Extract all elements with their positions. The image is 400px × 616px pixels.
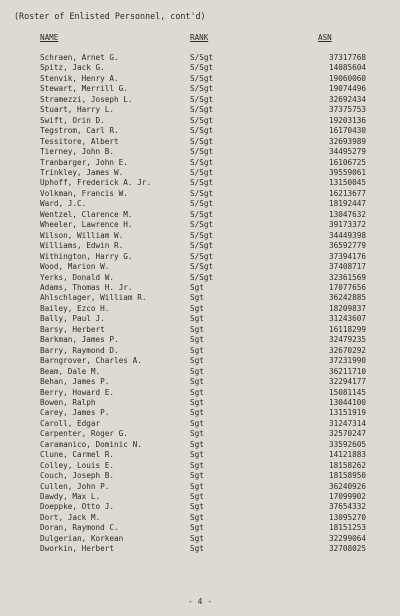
roster-name: Spitz, Jack G. — [40, 63, 105, 73]
roster-asn: 18158950 — [328, 471, 366, 481]
roster-asn: 14121883 — [328, 450, 366, 460]
roster-row — [0, 482, 400, 492]
roster-asn: 39559061 — [328, 167, 366, 177]
roster-name: Caramanico, Dominic N. — [40, 439, 142, 449]
roster-row — [0, 210, 400, 220]
roster-row — [0, 84, 400, 94]
roster-asn: 19060060 — [328, 73, 366, 83]
page-number: - 4 - — [187, 597, 213, 606]
roster-asn: 19203136 — [328, 115, 366, 125]
roster-asn: 15081145 — [328, 387, 366, 397]
roster-asn: 32708025 — [328, 544, 366, 554]
roster-row — [0, 262, 400, 272]
roster-rank: S/Sgt — [190, 167, 214, 177]
roster-asn: 17077656 — [328, 282, 366, 292]
roster-name: Doran, Raymond C. — [40, 523, 119, 533]
roster-name: Beam, Dale M. — [40, 366, 101, 376]
roster-asn: 13150045 — [328, 178, 366, 188]
roster-asn: 36240926 — [328, 481, 366, 491]
roster-rank: Sgt — [190, 481, 204, 491]
roster-rank: S/Sgt — [190, 199, 214, 209]
roster-asn: 16170430 — [328, 126, 366, 136]
roster-row — [0, 105, 400, 115]
roster-name: Wilson, William W. — [40, 230, 124, 240]
roster-rank: Sgt — [190, 502, 204, 512]
roster-rank: S/Sgt — [190, 136, 214, 146]
roster-name: Wheeler, Lawrence H. — [40, 220, 133, 230]
roster-row — [0, 450, 400, 460]
roster-name: Behan, James P. — [40, 377, 110, 387]
roster-row — [0, 116, 400, 126]
roster-row — [0, 74, 400, 84]
roster-name: Caroll, Edgar — [40, 418, 101, 428]
roster-rank: S/Sgt — [190, 209, 214, 219]
roster-asn: 32692434 — [328, 94, 366, 104]
roster-asn: 13044100 — [328, 397, 366, 407]
roster-name: Carey, James P. — [40, 408, 110, 418]
roster-name: Trinkley, James W. — [40, 167, 124, 177]
roster-rank: Sgt — [190, 523, 204, 533]
roster-name: Dworkin, Herbert — [40, 544, 115, 554]
roster-rank: Sgt — [190, 512, 204, 522]
roster-name: Couch, Joseph B. — [40, 471, 115, 481]
roster-row — [0, 273, 400, 283]
roster-row — [0, 304, 400, 314]
roster-rank: Sgt — [190, 429, 204, 439]
roster-rank: Sgt — [190, 314, 204, 324]
roster-rank: S/Sgt — [190, 73, 214, 83]
roster-asn: 13095270 — [328, 512, 366, 522]
roster-name: Dawdy, Max L. — [40, 492, 101, 502]
roster-row — [0, 126, 400, 136]
roster-row — [0, 63, 400, 73]
roster-row — [0, 367, 400, 377]
roster-asn: 36592779 — [328, 241, 366, 251]
roster-name: Doeppke, Otto J. — [40, 502, 115, 512]
roster-row — [0, 513, 400, 523]
roster-row — [0, 356, 400, 366]
roster-name: Clune, Carmel R. — [40, 450, 115, 460]
roster-asn: 36242885 — [328, 293, 366, 303]
roster-row — [0, 471, 400, 481]
roster-list — [0, 53, 400, 555]
roster-row — [0, 419, 400, 429]
roster-asn: 18209837 — [328, 303, 366, 313]
roster-name: Tegstrom, Carl R. — [40, 126, 119, 136]
roster-asn: 37654332 — [328, 502, 366, 512]
roster-asn: 32479235 — [328, 335, 366, 345]
roster-name: Stewart, Merrill G. — [40, 84, 128, 94]
roster-rank: Sgt — [190, 345, 204, 355]
roster-name: Barngrover, Charles A. — [40, 356, 142, 366]
roster-rank: S/Sgt — [190, 220, 214, 230]
roster-row — [0, 283, 400, 293]
roster-rank: Sgt — [190, 418, 204, 428]
roster-name: Ahlschlager, William R. — [40, 293, 147, 303]
roster-name: Wentzel, Clarence M. — [40, 209, 133, 219]
roster-asn: 33592605 — [328, 439, 366, 449]
roster-asn: 32299064 — [328, 533, 366, 543]
roster-rank: S/Sgt — [190, 230, 214, 240]
roster-row — [0, 199, 400, 209]
roster-asn: 16213677 — [328, 188, 366, 198]
roster-name: Schraen, Arnet G. — [40, 53, 119, 62]
roster-rank: Sgt — [190, 366, 204, 376]
roster-rank: Sgt — [190, 324, 204, 334]
roster-name: Wood, Marion W. — [40, 262, 110, 272]
roster-row — [0, 398, 400, 408]
roster-name: Stramezzi, Joseph L. — [40, 94, 133, 104]
roster-row — [0, 137, 400, 147]
roster-rank: S/Sgt — [190, 178, 214, 188]
roster-rank: Sgt — [190, 293, 204, 303]
roster-row — [0, 502, 400, 512]
roster-name: Swift, Orin D. — [40, 115, 105, 125]
roster-name: Adams, Thomas H. Jr. — [40, 282, 133, 292]
roster-name: Yerks, Donald W. — [40, 272, 115, 282]
roster-row — [0, 325, 400, 335]
roster-row — [0, 544, 400, 554]
roster-row — [0, 408, 400, 418]
roster-name: Stuart, Harry L. — [40, 105, 115, 115]
roster-rank: Sgt — [190, 356, 204, 366]
roster-rank: S/Sgt — [190, 53, 214, 62]
roster-name: Bailey, Ezco H. — [40, 303, 110, 313]
roster-asn: 39173372 — [328, 220, 366, 230]
roster-row — [0, 523, 400, 533]
roster-row — [0, 158, 400, 168]
roster-rank: Sgt — [190, 397, 204, 407]
roster-asn: 31243607 — [328, 314, 366, 324]
roster-rank: Sgt — [190, 387, 204, 397]
roster-asn: 18158262 — [328, 460, 366, 470]
column-header-rank: RANK — [190, 33, 209, 42]
roster-name: Volkman, Francis W. — [40, 188, 128, 198]
roster-asn: 19074496 — [328, 84, 366, 94]
roster-rank: Sgt — [190, 544, 204, 554]
roster-asn: 32570247 — [328, 429, 366, 439]
roster-row — [0, 429, 400, 439]
roster-row — [0, 377, 400, 387]
roster-row — [0, 461, 400, 471]
roster-name: Withington, Harry G. — [40, 251, 133, 261]
roster-rank: S/Sgt — [190, 115, 214, 125]
roster-row — [0, 147, 400, 157]
document-title: (Roster of Enlisted Personnel, cont'd) — [14, 11, 206, 21]
roster-rank: Sgt — [190, 377, 204, 387]
roster-asn: 32693989 — [328, 136, 366, 146]
roster-asn: 37408717 — [328, 262, 366, 272]
roster-name: Barsy, Herbert — [40, 324, 105, 334]
roster-row — [0, 346, 400, 356]
roster-rank: S/Sgt — [190, 94, 214, 104]
roster-asn: 18192447 — [328, 199, 366, 209]
roster-row — [0, 314, 400, 324]
roster-rank: S/Sgt — [190, 272, 214, 282]
roster-asn: 32361569 — [328, 272, 366, 282]
roster-asn: 32294177 — [328, 377, 366, 387]
roster-name: Tessitore, Albert — [40, 136, 119, 146]
roster-asn: 13047632 — [328, 209, 366, 219]
roster-rank: Sgt — [190, 439, 204, 449]
roster-rank: S/Sgt — [190, 251, 214, 261]
roster-name: Colley, Louis E. — [40, 460, 115, 470]
roster-row — [0, 335, 400, 345]
roster-row — [0, 241, 400, 251]
roster-row — [0, 178, 400, 188]
roster-row — [0, 440, 400, 450]
roster-name: Stenvik, Henry A. — [40, 73, 119, 83]
roster-rank: Sgt — [190, 408, 204, 418]
roster-asn: 14085604 — [328, 63, 366, 73]
roster-row — [0, 492, 400, 502]
roster-rank: S/Sgt — [190, 84, 214, 94]
roster-name: Bowen, Ralph — [40, 397, 96, 407]
roster-rank: S/Sgt — [190, 63, 214, 73]
roster-asn: 34449398 — [328, 230, 366, 240]
roster-rank: S/Sgt — [190, 105, 214, 115]
roster-rank: S/Sgt — [190, 157, 214, 167]
roster-asn: 16106725 — [328, 157, 366, 167]
roster-name: Carpenter, Roger G. — [40, 429, 128, 439]
roster-name: Tierney, John B. — [40, 147, 115, 157]
roster-name: Dort, Jack M. — [40, 512, 101, 522]
roster-name: Williams, Edwin R. — [40, 241, 124, 251]
roster-asn: 32670292 — [328, 345, 366, 355]
roster-name: Tranbarger, John E. — [40, 157, 128, 167]
roster-name: Dulgerian, Korkean — [40, 533, 124, 543]
roster-name: Bally, Paul J. — [40, 314, 105, 324]
roster-rank: Sgt — [190, 492, 204, 502]
roster-row — [0, 388, 400, 398]
column-header-name: NAME — [40, 33, 59, 42]
roster-name: Barkman, James P. — [40, 335, 119, 345]
roster-rank: Sgt — [190, 471, 204, 481]
roster-row — [0, 220, 400, 230]
roster-rank: Sgt — [190, 460, 204, 470]
roster-rank: S/Sgt — [190, 241, 214, 251]
roster-asn: 31247314 — [328, 418, 366, 428]
roster-row — [0, 53, 400, 63]
roster-rank: S/Sgt — [190, 147, 214, 157]
roster-rank: S/Sgt — [190, 188, 214, 198]
roster-rank: Sgt — [190, 303, 204, 313]
roster-asn: 36211710 — [328, 366, 366, 376]
roster-asn: 37231990 — [328, 356, 366, 366]
roster-asn: 37375753 — [328, 105, 366, 115]
roster-asn: 37317768 — [328, 53, 366, 62]
roster-name: Cullen, John P. — [40, 481, 110, 491]
roster-rank: Sgt — [190, 533, 204, 543]
roster-asn: 16118299 — [328, 324, 366, 334]
roster-row — [0, 95, 400, 105]
roster-asn: 13151919 — [328, 408, 366, 418]
roster-row — [0, 189, 400, 199]
roster-row — [0, 168, 400, 178]
roster-name: Barry, Raymond D. — [40, 345, 119, 355]
roster-name: Berry, Howard E. — [40, 387, 115, 397]
roster-asn: 34495279 — [328, 147, 366, 157]
roster-asn: 37394176 — [328, 251, 366, 261]
roster-row — [0, 293, 400, 303]
roster-name: Uphoff, Frederick A. Jr. — [40, 178, 152, 188]
roster-rank: Sgt — [190, 450, 204, 460]
roster-rank: S/Sgt — [190, 262, 214, 272]
roster-rank: Sgt — [190, 335, 204, 345]
column-header-asn: ASN — [318, 33, 332, 42]
roster-rank: Sgt — [190, 282, 204, 292]
roster-row — [0, 534, 400, 544]
roster-asn: 18151253 — [328, 523, 366, 533]
roster-name: Ward, J.C. — [40, 199, 87, 209]
roster-rank: S/Sgt — [190, 126, 214, 136]
roster-asn: 17099902 — [328, 492, 366, 502]
roster-row — [0, 231, 400, 241]
roster-row — [0, 252, 400, 262]
